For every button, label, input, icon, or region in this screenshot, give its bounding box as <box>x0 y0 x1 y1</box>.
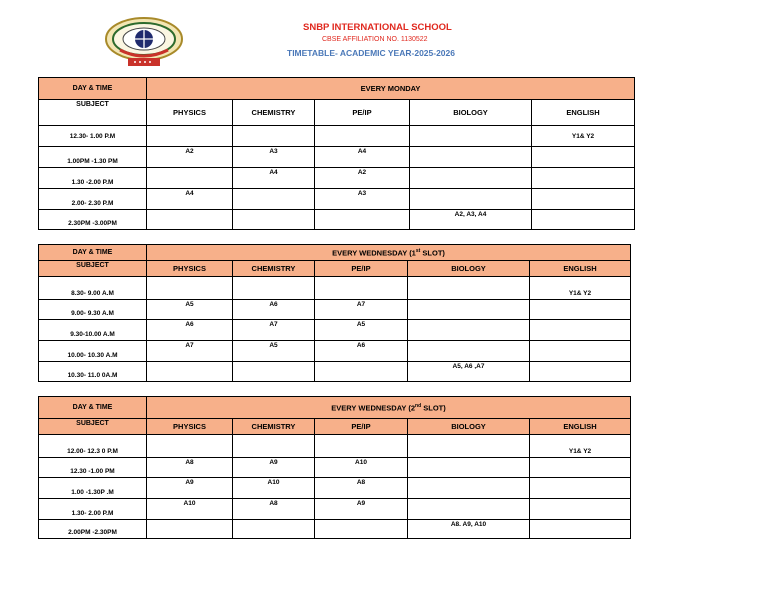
table-row <box>39 341 631 362</box>
table-row <box>39 478 631 499</box>
section-cell <box>315 126 410 147</box>
subject-header: PHYSICS <box>147 419 233 435</box>
section-cell: A2, A3, A4 <box>410 210 532 230</box>
section-cell: A4 <box>233 168 315 189</box>
section-cell <box>147 520 233 539</box>
section-cell <box>532 189 635 210</box>
table-row <box>39 210 635 230</box>
section-cell: A4 <box>147 189 233 210</box>
day-time-label: DAY & TIME <box>39 245 147 261</box>
section-cell <box>530 499 631 520</box>
section-cell: A9 <box>233 458 315 478</box>
affiliation-number: CBSE AFFILIATION NO. 1130522 <box>322 36 428 43</box>
section-cell: A5 <box>147 300 233 320</box>
section-cell <box>233 435 315 458</box>
section-cell <box>315 435 408 458</box>
monday-timetable <box>38 77 635 230</box>
section-cell: A9 <box>147 478 233 499</box>
table-row <box>39 362 631 382</box>
time-slot: 9.00- 9.30 A.M <box>39 300 147 320</box>
section-cell <box>315 277 408 300</box>
subject-header: ENGLISH <box>532 100 635 126</box>
section-cell: A5, A6 ,A7 <box>408 362 530 382</box>
time-slot: 1.30- 2.00 P.M <box>39 499 147 520</box>
section-cell: A7 <box>233 320 315 341</box>
section-cell: A2 <box>315 168 410 189</box>
wednesday-slot-1-timetable <box>38 244 631 382</box>
section-cell <box>410 168 532 189</box>
section-cell <box>408 478 530 499</box>
section-cell <box>315 210 410 230</box>
section-cell <box>408 277 530 300</box>
section-cell: A8 <box>147 458 233 478</box>
section-cell: A6 <box>315 341 408 362</box>
section-cell: A2 <box>147 147 233 168</box>
section-cell <box>233 277 315 300</box>
section-cell <box>147 362 233 382</box>
section-cell <box>233 362 315 382</box>
time-slot: 2.30PM -3.00PM <box>39 210 147 230</box>
section-cell <box>315 520 408 539</box>
section-cell <box>530 520 631 539</box>
table-row <box>39 499 631 520</box>
table-row <box>39 458 631 478</box>
section-cell <box>233 210 315 230</box>
section-cell <box>532 147 635 168</box>
school-crest-icon <box>104 14 184 68</box>
section-cell <box>530 362 631 382</box>
section-cell: A8. A9, A10 <box>408 520 530 539</box>
subject-header: PHYSICS <box>147 100 233 126</box>
wednesday-slot-2-timetable <box>38 396 631 539</box>
section-cell: A10 <box>147 499 233 520</box>
table-row <box>39 320 631 341</box>
table-row <box>39 147 635 168</box>
school-name: SNBP INTERNATIONAL SCHOOL <box>303 22 452 33</box>
subject-label: SUBJECT <box>39 261 147 277</box>
section-cell <box>410 189 532 210</box>
slot-title: EVERY WEDNESDAY (2nd SLOT) <box>147 397 631 419</box>
section-cell: A8 <box>233 499 315 520</box>
time-slot: 10.30- 11.0 0A.M <box>39 362 147 382</box>
section-cell <box>408 300 530 320</box>
section-cell <box>410 147 532 168</box>
time-slot: 8.30- 9.00 A.M <box>39 277 147 300</box>
table-row <box>39 168 635 189</box>
page-header <box>0 0 768 72</box>
subject-header: CHEMISTRY <box>233 261 315 277</box>
slot-title: EVERY WEDNESDAY (1st SLOT) <box>147 245 631 261</box>
time-slot: 2.00- 2.30 P.M <box>39 189 147 210</box>
section-cell <box>530 300 631 320</box>
subject-header: PE/IP <box>315 419 408 435</box>
table-row <box>39 435 631 458</box>
section-cell <box>408 435 530 458</box>
section-cell: A3 <box>315 189 410 210</box>
section-cell <box>530 341 631 362</box>
section-cell <box>532 210 635 230</box>
section-cell <box>408 320 530 341</box>
time-slot: 12.00- 12.3 0 P.M <box>39 435 147 458</box>
section-cell: A10 <box>233 478 315 499</box>
time-slot: 12.30- 1.00 P.M <box>39 126 147 147</box>
time-slot: 12.30 -1.00 PM <box>39 458 147 478</box>
section-cell <box>147 126 233 147</box>
time-slot: 2.00PM -2.30PM <box>39 520 147 539</box>
section-cell: Y1& Y2 <box>530 277 631 300</box>
table-row <box>39 300 631 320</box>
day-time-label: DAY & TIME <box>39 397 147 419</box>
section-cell: A9 <box>315 499 408 520</box>
subject-header: PE/IP <box>315 100 410 126</box>
section-cell: A7 <box>147 341 233 362</box>
table-row <box>39 126 635 147</box>
section-cell <box>147 277 233 300</box>
section-cell <box>530 320 631 341</box>
section-cell: A7 <box>315 300 408 320</box>
time-slot: 1.30 -2.00 P.M <box>39 168 147 189</box>
subject-header: BIOLOGY <box>410 100 532 126</box>
time-slot: 9.30-10.00 A.M <box>39 320 147 341</box>
section-cell: A5 <box>233 341 315 362</box>
timetable-title: TIMETABLE- ACADEMIC YEAR-2025-2026 <box>287 48 455 58</box>
day-time-label: DAY & TIME <box>39 78 147 100</box>
section-cell <box>147 168 233 189</box>
table-row <box>39 277 631 300</box>
section-cell: A4 <box>315 147 410 168</box>
section-cell: Y1& Y2 <box>532 126 635 147</box>
section-cell: A3 <box>233 147 315 168</box>
subject-header: CHEMISTRY <box>233 419 315 435</box>
subject-header: ENGLISH <box>530 261 631 277</box>
section-cell <box>410 126 532 147</box>
section-cell: A10 <box>315 458 408 478</box>
section-cell: A6 <box>147 320 233 341</box>
subject-header: BIOLOGY <box>408 419 530 435</box>
section-cell <box>532 168 635 189</box>
section-cell <box>315 362 408 382</box>
time-slot: 1.00PM -1.30 PM <box>39 147 147 168</box>
section-cell <box>147 435 233 458</box>
section-cell <box>408 458 530 478</box>
subject-header: CHEMISTRY <box>233 100 315 126</box>
section-cell <box>408 341 530 362</box>
subject-header: BIOLOGY <box>408 261 530 277</box>
table-row <box>39 189 635 210</box>
section-cell: A6 <box>233 300 315 320</box>
section-cell: A5 <box>315 320 408 341</box>
time-slot: 10.00- 10.30 A.M <box>39 341 147 362</box>
section-cell <box>530 478 631 499</box>
subject-label: SUBJECT <box>39 100 147 126</box>
section-cell <box>233 189 315 210</box>
section-cell: A8 <box>315 478 408 499</box>
section-cell <box>408 499 530 520</box>
table-row <box>39 520 631 539</box>
subject-header: PE/IP <box>315 261 408 277</box>
time-slot: 1.00 -1.30P .M <box>39 478 147 499</box>
section-cell <box>530 458 631 478</box>
section-cell: Y1& Y2 <box>530 435 631 458</box>
subject-header: PHYSICS <box>147 261 233 277</box>
section-cell <box>233 126 315 147</box>
slot-title: EVERY MONDAY <box>147 78 635 100</box>
subject-header: ENGLISH <box>530 419 631 435</box>
subject-label: SUBJECT <box>39 419 147 435</box>
section-cell <box>233 520 315 539</box>
section-cell <box>147 210 233 230</box>
